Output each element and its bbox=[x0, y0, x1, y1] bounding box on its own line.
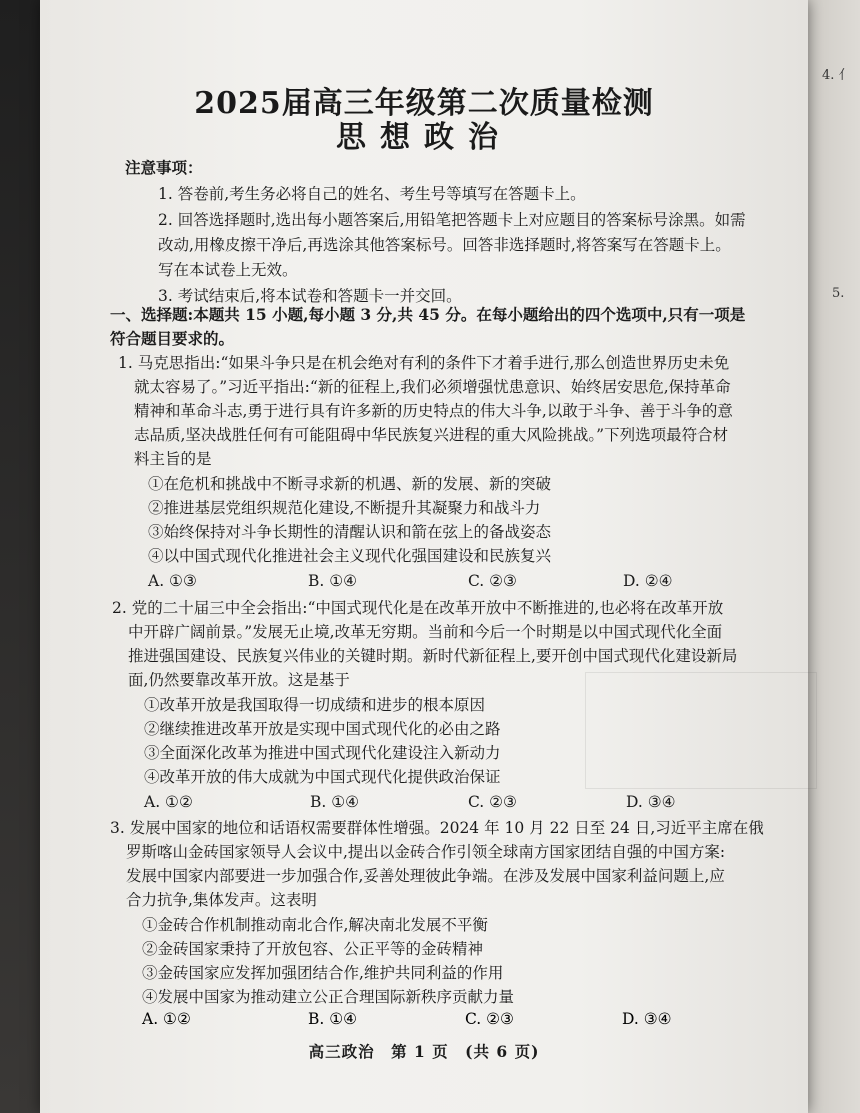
question-1-stem: 就太容易了。”习近平指出:“新的征程上,我们必须增强忧患意识、始终居安思危,保持革命 bbox=[134, 378, 731, 396]
question-3-option-d: D. ③④ bbox=[622, 1010, 672, 1028]
section-heading-cont: 符合题目要求的。 bbox=[110, 329, 235, 348]
note-line: 写在本试卷上无效。 bbox=[158, 261, 298, 279]
question-1-option-c: C. ②③ bbox=[468, 572, 517, 590]
question-1-item: ③始终保持对斗争长期性的清醒认识和箭在弦上的备战姿态 bbox=[148, 523, 552, 541]
question-3-option-c: C. ②③ bbox=[465, 1010, 514, 1028]
question-3-item: ③金砖国家应发挥加强团结合作,维护共同利益的作用 bbox=[142, 964, 504, 982]
edge-question-4: 4. 亻 bbox=[822, 68, 852, 83]
question-3-stem: 罗斯喀山金砖国家领导人会议中,提出以金砖合作引领全球南方国家团结自强的中国方案: bbox=[126, 843, 726, 861]
note-line: 2. 回答选择题时,选出每小题答案后,用铅笔把答题卡上对应题目的答案标号涂黑。如需 bbox=[158, 211, 746, 229]
note-line: 1. 答卷前,考生务必将自己的姓名、考生号等填写在答题卡上。 bbox=[158, 185, 586, 203]
question-2-stem: 推进强国建设、民族复兴伟业的关键时期。新时代新征程上,要开创中国式现代化建设新局 bbox=[128, 647, 738, 665]
question-1-option-b: B. ①④ bbox=[308, 572, 358, 590]
question-3-item: ④发展中国家为推动建立公正合理国际新秩序贡献力量 bbox=[142, 988, 515, 1006]
question-2-item: ④改革开放的伟大成就为中国式现代化提供政治保证 bbox=[144, 768, 501, 786]
question-1-item: ①在危机和挑战中不断寻求新的机遇、新的发展、新的突破 bbox=[148, 475, 552, 493]
question-1-option-d: D. ②④ bbox=[623, 572, 673, 590]
question-1-stem: 料主旨的是 bbox=[134, 450, 212, 468]
question-2-item: ②继续推进改革开放是实现中国式现代化的必由之路 bbox=[144, 720, 501, 738]
adjacent-page-edge bbox=[808, 0, 860, 1113]
question-3-stem: 合力抗争,集体发声。这表明 bbox=[126, 891, 317, 909]
question-3-option-b: B. ①④ bbox=[308, 1010, 358, 1028]
question-2-item: ③全面深化改革为推进中国式现代化建设注入新动力 bbox=[144, 744, 501, 762]
question-1-item: ④以中国式现代化推进社会主义现代化强国建设和民族复兴 bbox=[148, 547, 552, 565]
question-1-stem: 志品质,坚决战胜任何有可能阻碍中华民族复兴进程的重大风险挑战。”下列选项最符合材 bbox=[134, 426, 729, 444]
section-heading: 一、选择题:本题共 15 小题,每小题 3 分,共 45 分。在每小题给出的四个选项中,只有一项是 bbox=[110, 305, 746, 324]
notes-heading: 注意事项： bbox=[125, 158, 203, 177]
question-1-item: ②推进基层党组织规范化建设,不断提升其凝聚力和战斗力 bbox=[148, 499, 541, 517]
question-3-item: ①金砖合作机制推动南北合作,解决南北发展不平衡 bbox=[142, 916, 488, 934]
exam-subject: 思想政治 bbox=[336, 120, 512, 155]
question-3-stem: 3. 发展中国家的地位和话语权需要群体性增强。2024 年 10 月 22 日至 24 日,习近平主席在俄 bbox=[110, 819, 764, 837]
question-3-option-a: A. ①② bbox=[142, 1010, 191, 1028]
question-2-item: ①改革开放是我国取得一切成绩和进步的根本原因 bbox=[144, 696, 486, 714]
question-1-stem: 1. 马克思指出:“如果斗争只是在机会绝对有利的条件下才着手进行,那么创造世界历史未免 bbox=[118, 354, 730, 372]
question-2-stem: 面,仍然要靠改革开放。这是基于 bbox=[128, 671, 350, 689]
exam-sheet bbox=[40, 0, 808, 1113]
page-footer: 高三政治 第 1 页 (共 6 页) bbox=[308, 1042, 540, 1061]
question-3-item: ②金砖国家秉持了开放包容、公正平等的金砖精神 bbox=[142, 940, 484, 958]
exam-title: 2025届高三年级第二次质量检测 bbox=[194, 86, 654, 121]
question-2-stem: 2. 党的二十届三中全会指出:“中国式现代化是在改革开放中不断推进的,也必将在改革开放 bbox=[112, 599, 724, 617]
question-2-option-c: C. ②③ bbox=[468, 793, 517, 811]
show-through-table bbox=[585, 672, 817, 789]
exam-content bbox=[40, 0, 808, 1113]
note-line: 3. 考试结束后,将本试卷和答题卡一并交回。 bbox=[158, 287, 462, 305]
question-2-option-b: B. ①④ bbox=[310, 793, 360, 811]
question-2-option-a: A. ①② bbox=[144, 793, 193, 811]
edge-question-5: 5. bbox=[832, 286, 845, 301]
question-1-stem: 精神和革命斗志,勇于进行具有许多新的历史特点的伟大斗争,以敢于斗争、善于斗争的意 bbox=[134, 402, 733, 420]
question-2-option-d: D. ③④ bbox=[626, 793, 676, 811]
question-2-stem: 中开辟广阔前景。”发展无止境,改革无穷期。当前和今后一个时期是以中国式现代化全面 bbox=[128, 623, 723, 641]
question-1-option-a: A. ①③ bbox=[148, 572, 197, 590]
question-3-stem: 发展中国家内部要进一步加强合作,妥善处理彼此争端。在涉及发展中国家利益问题上,应 bbox=[126, 867, 725, 885]
note-line: 改动,用橡皮擦干净后,再选涂其他答案标号。回答非选择题时,将答案写在答题卡上。 bbox=[158, 236, 731, 254]
